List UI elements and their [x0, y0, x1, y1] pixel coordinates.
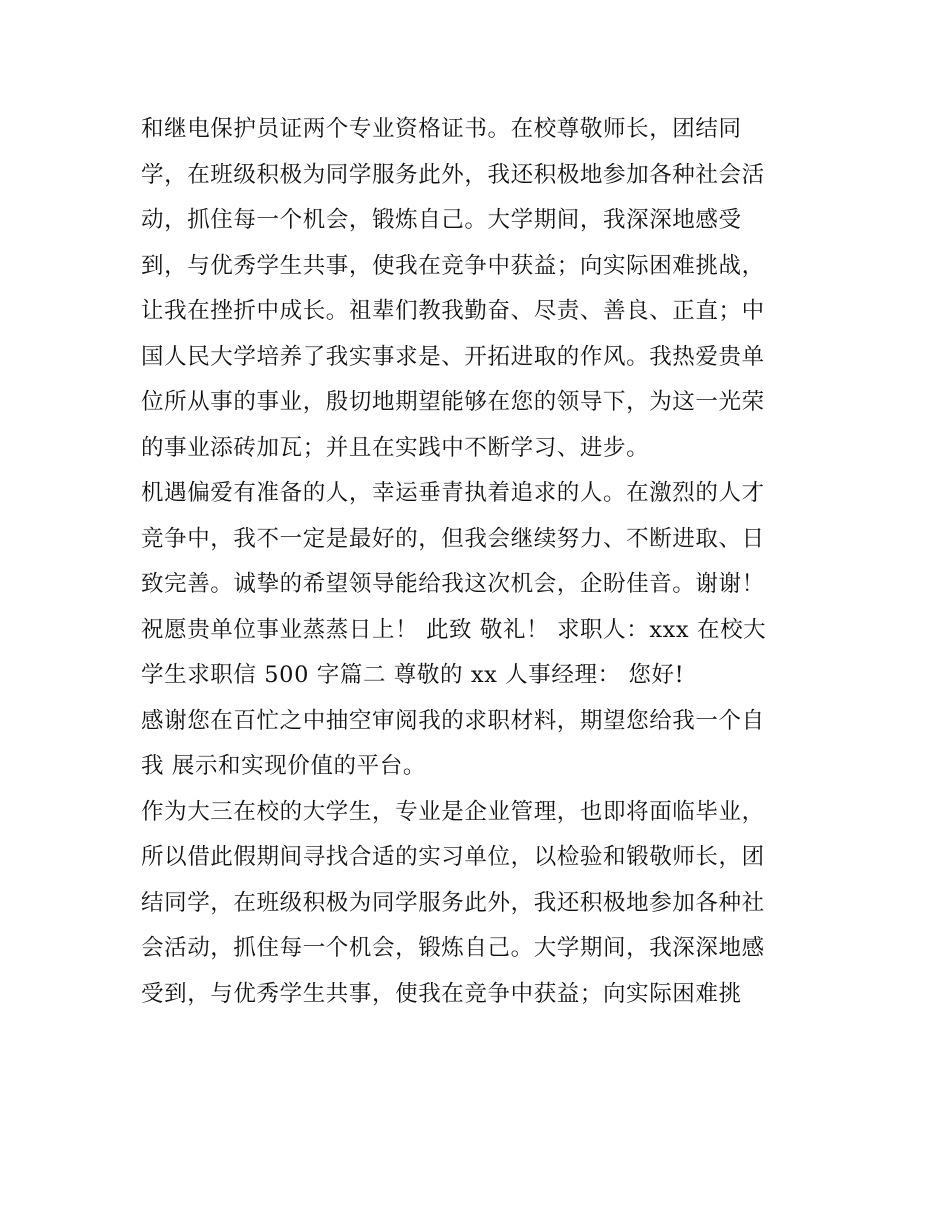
text-line: 结同学，在班级积极为同学服务此外，我还积极地参加各种社	[141, 889, 765, 916]
text-line: 国人民大学培养了我实事求是、开拓进取的作风。我热爱贵单	[141, 343, 765, 370]
text-line: 竞争中，我不一定是最好的，但我会继续努力、不断进取、日	[141, 525, 765, 552]
text-line: 位所从事的事业，殷切地期望能够在您的领导下，为这一光荣	[141, 389, 765, 415]
text-line: 的事业添砖加瓦；并且在实践中不断学习、进步。	[141, 434, 650, 461]
text-line: 学生求职信 500 字篇二 尊敬的 xx 人事经理： 您好!	[141, 662, 685, 688]
text-line: 我 展示和实现价值的平台。	[141, 753, 426, 779]
text-line: 和继电保护员证两个专业资格证书。在校尊敬师长，团结同	[141, 116, 742, 142]
text-line: 动，抓住每一个机会，锻炼自己。大学期间，我深深地感受	[141, 207, 742, 233]
text-line: 感谢您在百忙之中抽空审阅我的求职材料，期望您给我一个自	[141, 707, 765, 734]
text-line: 受到，与优秀学生共事，使我在竞争中获益；向实际困难挑	[141, 980, 742, 1007]
text-line: 到，与优秀学生共事，使我在竞争中获益；向实际困难挑战，	[141, 252, 765, 279]
text-line: 祝愿贵单位事业蒸蒸日上！ 此致 敬礼！ 求职人：xxx 在校大	[141, 616, 767, 643]
text-line: 让我在挫折中成长。祖辈们教我勤奋、尽责、善良、正直；中	[141, 298, 765, 324]
body-text	[141, 107, 821, 1017]
text-line: 学，在班级积极为同学服务此外，我还积极地参加各种社会活	[141, 161, 765, 188]
text-line: 机遇偏爱有准备的人，幸运垂青执着追求的人。在激烈的人才	[141, 480, 765, 506]
text-line: 会活动，抓住每一个机会，锻炼自己。大学期间，我深深地感	[141, 935, 765, 961]
text-line: 致完善。诚挚的希望领导能给我这次机会，企盼佳音。谢谢！	[141, 571, 765, 597]
text-line: 所以借此假期间寻找合适的实习单位，以检验和锻敬师长，团	[141, 844, 765, 870]
text-line: 作为大三在校的大学生，专业是企业管理，也即将面临毕业，	[141, 798, 765, 825]
